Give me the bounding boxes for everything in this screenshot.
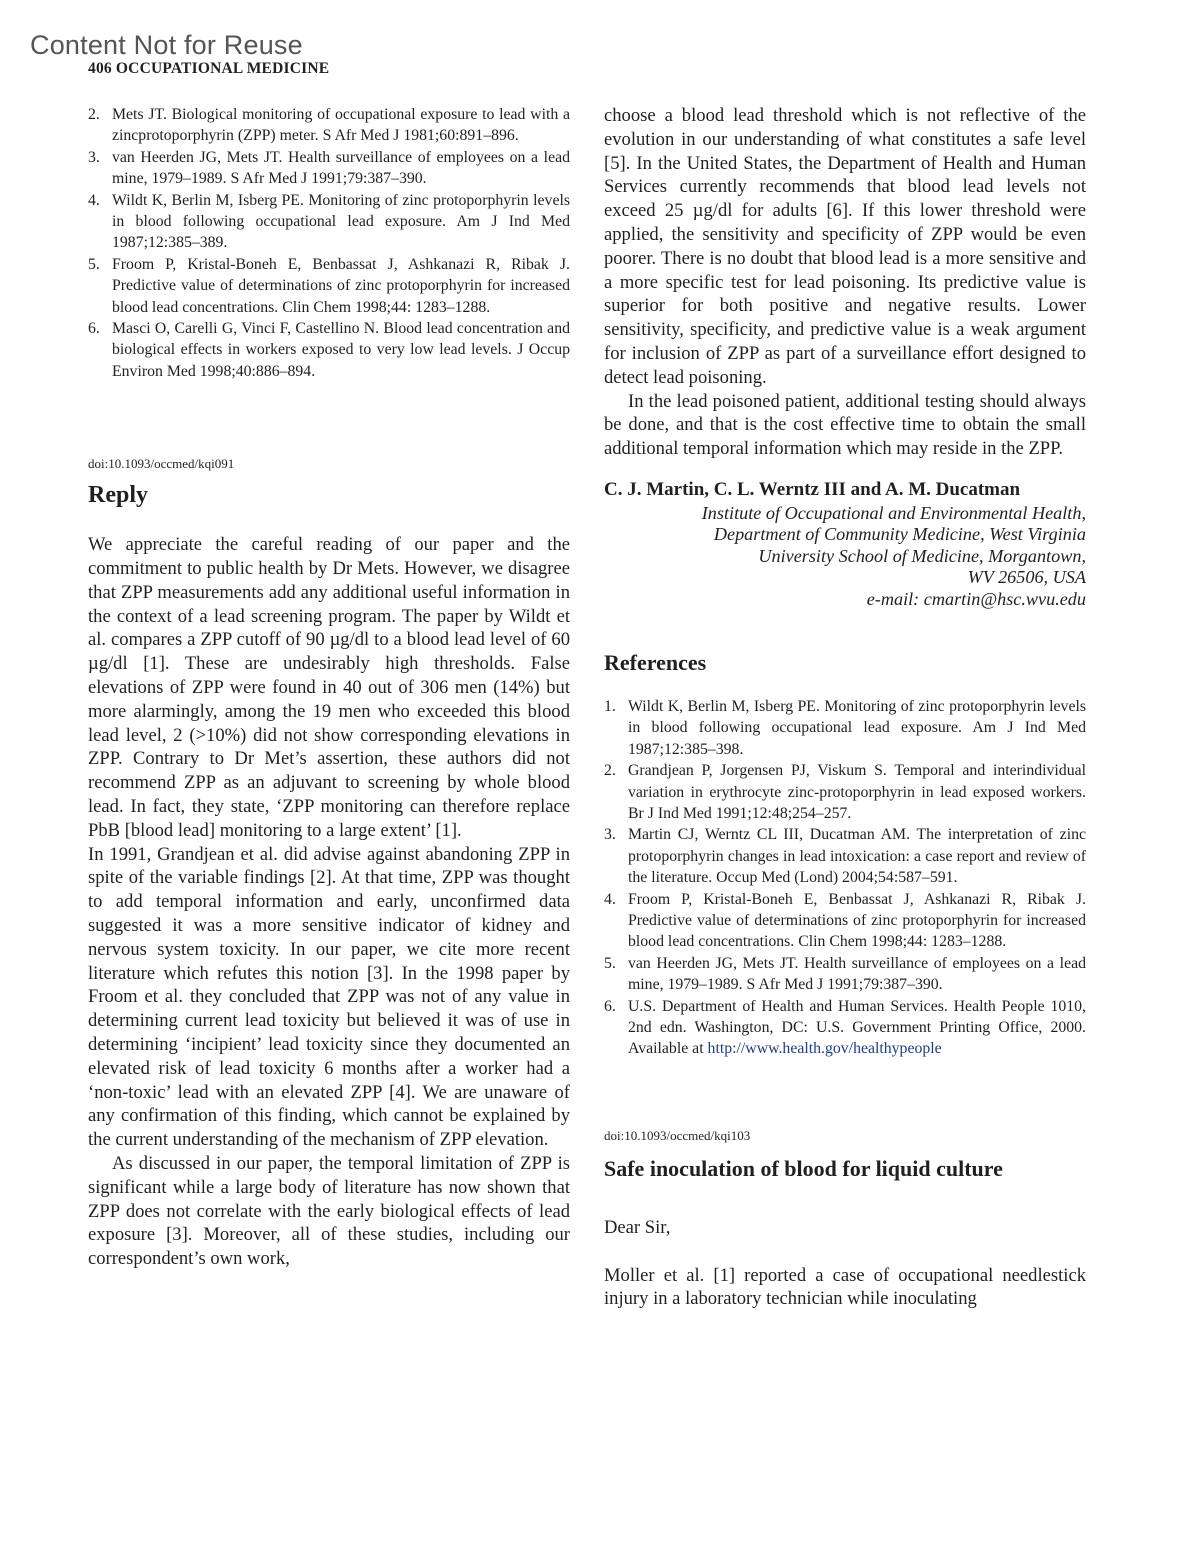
reference-item: 6. U.S. Department of Health and Human Services. Health People 1010, 2nd edn. Washington, DC: U.S. Government Printing Office, 2000. Available at http://www.health.gov/healthypeople	[604, 997, 1086, 1058]
next-letter-heading: Safe inoculation of blood for liquid culture	[604, 1155, 1003, 1181]
affiliation-line: Department of Community Medicine, West Virginia	[713, 524, 1086, 545]
affiliation-line: WV 26506, USA	[967, 567, 1086, 588]
reference-item: 3. Martin CJ, Werntz CL III, Ducatman AM. The interpretation of zinc protoporphyrin changes in lead intoxication: a case report and review of the literature. Occup Med (Lond) 2004;54:587–591.	[604, 826, 1086, 887]
reply-paragraph: We appreciate the careful reading of our paper and the commitment to public health by Dr Mets. However, we disagree that ZPP measurements add any additional useful information in the context of a lead screening program. The paper by Wildt et al. compares a ZPP cutoff of 90 µg/dl to a blood lead level of 60 µg/dl [1]. These are undesirably high thresholds. False elevations of ZPP were found in 40 out of 306 men (14%) but more alarmingly, among the 19 men who exceeded this blood lead level, 2 (>10%) did not show corresponding elevations in ZPP. Contrary to Dr Met’s assertion, these authors did not recommend ZPP as an adjuvant to screening by whole blood lead. In fact, they state, ‘ZPP monitoring can therefore replace PbB [blood lead] monitoring to a large extent’ [1].	[88, 534, 570, 841]
previous-letter-references	[88, 104, 570, 382]
watermark: Content Not for Reuse	[30, 30, 303, 60]
authors: C. J. Martin, C. L. Werntz III and A. M. Ducatman	[604, 478, 1021, 500]
left-column	[88, 104, 570, 1271]
affiliation-line: University School of Medicine, Morgantown,	[758, 545, 1086, 566]
next-letter-paragraph: Moller et al. [1] reported a case of occupational needlestick injury in a laboratory technician while inoculating	[604, 1264, 1086, 1310]
reply-paragraph: In the lead poisoned patient, additional testing should always be done, and that is the cost effective time to obtain the small additional temporal information which may reside in the ZPP.	[604, 390, 1086, 460]
references-list	[604, 696, 1086, 1060]
doi-reply: doi:10.1093/occmed/kqi091	[88, 456, 235, 472]
reference-item: 2. Grandjean P, Jorgensen PJ, Viskum S. Temporal and interindividual variation in erythrocyte zinc-protoporphyrin in lead exposed workers. Br J Ind Med 1991;12:48;254–257.	[604, 762, 1086, 823]
reply-paragraph: choose a blood lead threshold which is not reflective of the evolution in our understanding of what constitutes a safe level [5]. In the United States, the Department of Health and Human Services currently recommends that blood lead levels not exceed 25 µg/dl for adults [6]. If this lower threshold were applied, the sensitivity and specificity of ZPP would be even poorer. There is no doubt that blood lead is a more sensitive and a more specific test for lead poisoning. Its predictive value is superior for both positive and negative results. Lower sensitivity, specificity, and predictive value is a weak argument for inclusion of ZPP as part of a surveillance effort designed to detect lead poisoning.	[604, 105, 1086, 388]
salutation: Dear Sir,	[604, 1216, 671, 1238]
references-heading: References	[604, 649, 707, 675]
right-column	[604, 104, 1086, 1311]
reply-heading: Reply	[88, 482, 148, 509]
author-email: e-mail: cmartin@hsc.wvu.edu	[866, 588, 1086, 609]
reply-paragraph: In 1991, Grandjean et al. did advise against abandoning ZPP in spite of the variable findings [2]. At that time, ZPP was thought to add temporal information and early, unconfirmed data suggested it was a more sensitive indicator of kidney and nervous system toxicity. In our paper, we cite more recent literature which refutes this notion [3]. In the 1998 paper by Froom et al. they concluded that ZPP was not of any value in determining current lead toxicity but believed it was of use in determining ‘incipient’ lead toxicity since they documented an elevated risk of lead toxicity 6 months after a worker had a ‘non-toxic’ lead with an elevated ZPP [4]. We are unaware of any confirmation of this finding, which cannot be explained by the current understanding of the mechanism of ZPP elevation.	[88, 843, 570, 1151]
reference-item: 2. Mets JT. Biological monitoring of occupational exposure to lead with a zincprotoporphyrin (ZPP) meter. S Afr Med J 1981;60:891–896.	[88, 106, 570, 145]
affiliation-line: Institute of Occupational and Environmental Health,	[701, 502, 1086, 523]
running-head: 406 OCCUPATIONAL MEDICINE	[88, 60, 330, 77]
reference-item: 6. Masci O, Carelli G, Vinci F, Castellino N. Blood lead concentration and biological effects in workers exposed to very low lead levels. J Occup Environ Med 1998;40:886–894.	[88, 320, 570, 380]
reference-item: 4. Froom P, Kristal-Boneh E, Benbassat J, Ashkanazi R, Ribak J. Predictive value of determinations of zinc protoporphyrin for increased blood lead concentrations. Clin Chem 1998;44: 1283–1288.	[604, 890, 1086, 951]
reference-item: 3. van Heerden JG, Mets JT. Health surveillance of employees on a lead mine, 1979–1989. S Afr Med J 1991;79:387–390.	[88, 148, 570, 188]
reference-item: 5. van Heerden JG, Mets JT. Health surveillance of employees on a lead mine, 1979–1989. S Afr Med J 1991;79:387–390.	[604, 954, 1086, 994]
reply-paragraph: As discussed in our paper, the temporal limitation of ZPP is significant while a large body of literature has now shown that ZPP does not correlate with the early biological effects of lead exposure [3]. Moreover, all of these studies, including our correspondent’s own work,	[88, 1153, 570, 1270]
reference-link[interactable]: http://www.health.gov/healthypeople	[707, 1040, 942, 1058]
affiliation	[604, 503, 1086, 610]
reference-item: 1. Wildt K, Berlin M, Isberg PE. Monitoring of zinc protoporphyrin levels in blood following occupational lead exposure. Am J Ind Med 1987;12:385–398.	[604, 697, 1086, 758]
reference-item: 4. Wildt K, Berlin M, Isberg PE. Monitoring of zinc protoporphyrin levels in blood following occupational lead exposure. Am J Ind Med 1987;12:385–389.	[88, 191, 570, 252]
doi-next-letter: doi:10.1093/occmed/kqi103	[604, 1127, 751, 1143]
reference-item: 5. Froom P, Kristal-Boneh E, Benbassat J, Ashkanazi R, Ribak J. Predictive value of determinations of zinc protoporphyrin for increased blood lead concentrations. Clin Chem 1998;44: 1283–1288.	[88, 255, 570, 316]
